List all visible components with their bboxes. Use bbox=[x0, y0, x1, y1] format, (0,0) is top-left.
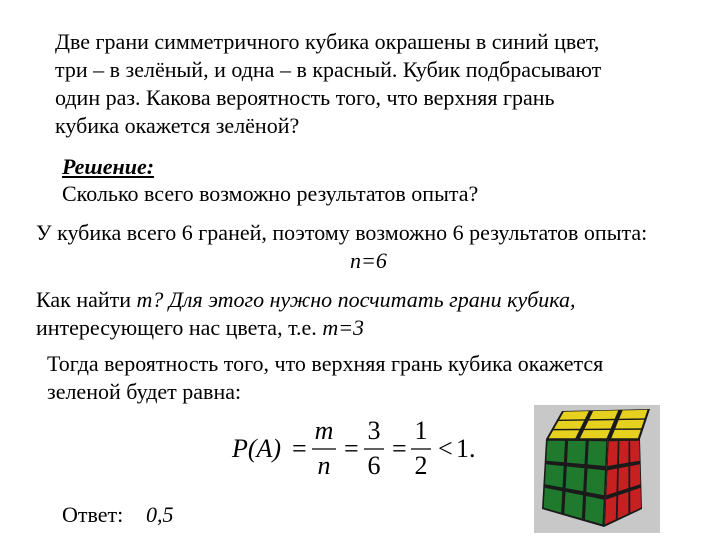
frac1-numerator: m bbox=[314, 416, 334, 445]
find-m-line-1 bbox=[36, 287, 576, 313]
answer-value: 0,5 bbox=[146, 502, 174, 527]
frac3-denominator: 2 bbox=[414, 451, 428, 480]
cube-left-sticker bbox=[586, 469, 605, 496]
cube-right-sticker bbox=[630, 464, 640, 487]
rubiks-cube-image bbox=[534, 405, 660, 533]
find-m-text-a: Как найти bbox=[36, 287, 137, 312]
cube-left-sticker bbox=[545, 464, 564, 487]
cube-left-sticker bbox=[585, 496, 604, 524]
cube-top-sticker bbox=[549, 430, 580, 438]
cube-right-sticker bbox=[619, 441, 629, 464]
cube-top-sticker bbox=[589, 410, 618, 419]
problem-line-1: Две грани симметричного кубика окрашены в синий цвет, bbox=[55, 29, 600, 54]
frac3-numerator: 1 bbox=[414, 416, 428, 445]
formula-lhs: P(A) bbox=[232, 434, 282, 463]
cube-left-sticker bbox=[566, 466, 585, 491]
formula-eq-2: = bbox=[344, 434, 359, 463]
m-value: m=3 bbox=[322, 315, 365, 340]
faces-text: У кубика всего 6 граней, поэтому возможно 6 результатов опыта: bbox=[36, 220, 648, 245]
cube-right-sticker bbox=[630, 441, 640, 463]
frac2-numerator: 3 bbox=[367, 416, 381, 445]
problem-line-4: кубика окажется зелёной? bbox=[55, 113, 300, 138]
solution-heading: Решение: bbox=[62, 154, 155, 179]
formula-eq-1: = bbox=[292, 434, 307, 463]
cube-left-sticker bbox=[546, 441, 565, 463]
cube-top-sticker bbox=[559, 411, 589, 420]
formula-rhs: 1. bbox=[456, 434, 476, 463]
cube-left-sticker bbox=[588, 441, 607, 466]
cube-left-sticker bbox=[567, 441, 586, 464]
probability-line-1: Тогда вероятность того, что верхняя грань кубика окажется bbox=[47, 351, 604, 376]
answer-label: Ответ: bbox=[62, 502, 124, 527]
find-m-line2-text: интересующего нас цвета, т.е. bbox=[36, 315, 323, 340]
problem-line-3: один раз. Какова вероятность того, что верхняя грань bbox=[55, 85, 555, 110]
formula-eq-3: = bbox=[392, 434, 407, 463]
problem-line-2: три – в зелёный, и одна – в красный. Кубик подбрасывают bbox=[55, 57, 602, 82]
cube-top-sticker bbox=[619, 410, 647, 419]
formula-lt: < bbox=[438, 434, 453, 463]
find-m-line-2 bbox=[36, 315, 364, 341]
find-m-text-b: m? Для этого нужно посчитать грани кубика, bbox=[136, 287, 576, 312]
n-value: n=6 bbox=[350, 248, 387, 273]
cube-right-sticker bbox=[618, 466, 628, 491]
probability-line-2: зеленой будет равна: bbox=[47, 379, 242, 404]
cube-top-sticker bbox=[611, 430, 641, 439]
cube-right-sticker bbox=[606, 469, 617, 496]
frac2-denominator: 6 bbox=[367, 451, 381, 480]
cube-top-sticker bbox=[554, 421, 584, 429]
cube-top-sticker bbox=[615, 420, 644, 429]
frac1-denominator: n bbox=[317, 451, 331, 480]
cube-top-sticker bbox=[580, 430, 610, 438]
cube-top-sticker bbox=[585, 420, 615, 429]
solution-question: Сколько всего возможно результатов опыта? bbox=[62, 181, 479, 206]
probability-formula bbox=[228, 412, 478, 482]
cube-right-sticker bbox=[608, 441, 618, 466]
